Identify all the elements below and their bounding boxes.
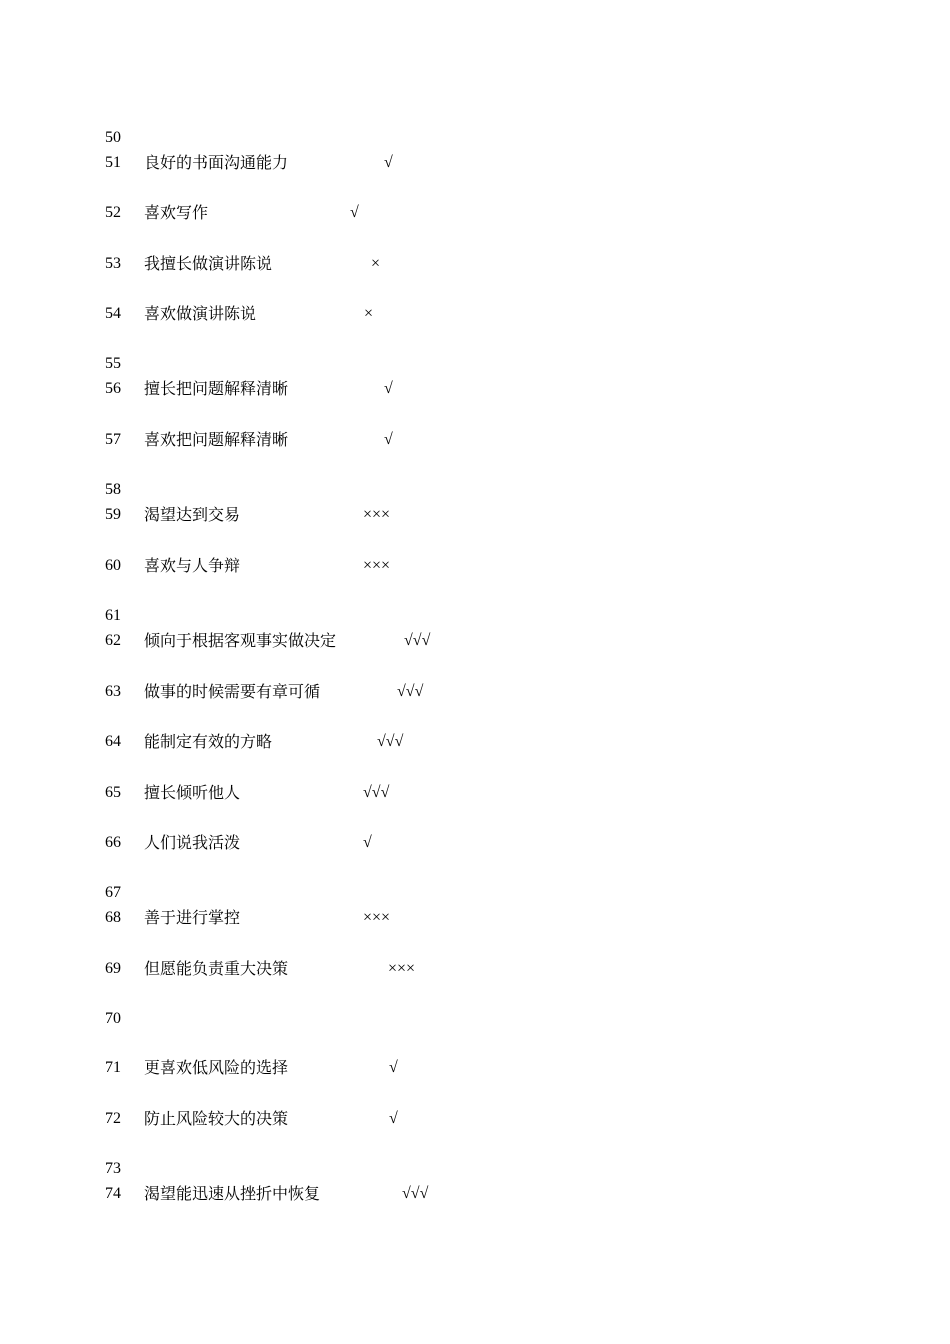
list-item	[0, 152, 950, 174]
list-item	[0, 731, 950, 753]
statement-text: 喜欢与人争辩	[144, 556, 241, 575]
line-number: 53	[105, 255, 121, 272]
statement-text: 防止风险较大的决策	[144, 1109, 289, 1128]
statement-text: 喜欢做演讲陈说	[144, 304, 257, 323]
statement-text: 能制定有效的方略	[144, 732, 273, 751]
rating-mark: ×××	[363, 506, 391, 523]
line-number: 73	[105, 1160, 121, 1177]
line-number: 68	[105, 909, 121, 926]
statement-text: 善于进行掌控	[144, 908, 241, 927]
list-item	[0, 882, 950, 904]
line-number: 66	[105, 834, 121, 851]
statement-text: 渴望达到交易	[144, 505, 241, 524]
list-item	[0, 1108, 950, 1130]
list-item	[0, 1183, 950, 1205]
list-item	[0, 1158, 950, 1180]
rating-mark: √√√	[402, 1185, 429, 1202]
rating-mark: √	[363, 834, 372, 851]
list-item	[0, 504, 950, 526]
line-number: 56	[105, 380, 121, 397]
rating-mark: ×	[371, 255, 381, 272]
line-number: 55	[105, 355, 121, 372]
line-number: 60	[105, 557, 121, 574]
statement-text: 做事的时候需要有章可循	[144, 682, 321, 701]
list-item	[0, 605, 950, 627]
line-number: 67	[105, 884, 121, 901]
list-item	[0, 907, 950, 929]
line-number: 72	[105, 1110, 121, 1127]
list-item	[0, 303, 950, 325]
rating-mark: √√√	[397, 683, 424, 700]
rating-mark: √	[384, 154, 393, 171]
statement-text: 渴望能迅速从挫折中恢复	[144, 1184, 321, 1203]
line-number: 54	[105, 305, 121, 322]
line-number: 63	[105, 683, 121, 700]
rating-mark: ×××	[388, 960, 416, 977]
list-item	[0, 353, 950, 375]
list-item	[0, 378, 950, 400]
list-item	[0, 127, 950, 149]
line-number: 52	[105, 204, 121, 221]
statement-text: 但愿能负责重大决策	[144, 959, 289, 978]
list-item	[0, 782, 950, 804]
line-number: 61	[105, 607, 121, 624]
list-item	[0, 202, 950, 224]
line-number: 70	[105, 1010, 121, 1027]
statement-text: 良好的书面沟通能力	[144, 153, 289, 172]
rating-mark: √√√	[377, 733, 404, 750]
line-number: 74	[105, 1185, 121, 1202]
line-number: 58	[105, 481, 121, 498]
list-item	[0, 681, 950, 703]
list-item	[0, 1008, 950, 1030]
line-number: 69	[105, 960, 121, 977]
line-number: 59	[105, 506, 121, 523]
line-number: 51	[105, 154, 121, 171]
statement-text: 人们说我活泼	[144, 833, 241, 852]
statement-text: 更喜欢低风险的选择	[144, 1058, 289, 1077]
list-item	[0, 958, 950, 980]
statement-text: 喜欢把问题解释清晰	[144, 430, 289, 449]
line-number: 62	[105, 632, 121, 649]
list-item	[0, 832, 950, 854]
rating-mark: √	[389, 1059, 398, 1076]
line-number: 57	[105, 431, 121, 448]
rating-mark: √√√	[404, 632, 431, 649]
statement-text: 我擅长做演讲陈说	[144, 254, 273, 273]
list-item	[0, 555, 950, 577]
statement-text: 擅长倾听他人	[144, 783, 241, 802]
list-item	[0, 1057, 950, 1079]
rating-mark: √	[350, 204, 359, 221]
list-item	[0, 429, 950, 451]
line-number: 65	[105, 784, 121, 801]
statement-text: 擅长把问题解释清晰	[144, 379, 289, 398]
rating-mark: ×	[364, 305, 374, 322]
line-number: 50	[105, 129, 121, 146]
rating-mark: √	[384, 431, 393, 448]
rating-mark: √	[389, 1110, 398, 1127]
rating-mark: √	[384, 380, 393, 397]
rating-mark: ×××	[363, 909, 391, 926]
statement-text: 倾向于根据客观事实做决定	[144, 631, 337, 650]
statement-text: 喜欢写作	[144, 203, 209, 222]
list-item	[0, 253, 950, 275]
list-item	[0, 630, 950, 652]
rating-mark: √√√	[363, 784, 390, 801]
line-number: 71	[105, 1059, 121, 1076]
line-number: 64	[105, 733, 121, 750]
rating-mark: ×××	[363, 557, 391, 574]
list-item	[0, 479, 950, 501]
